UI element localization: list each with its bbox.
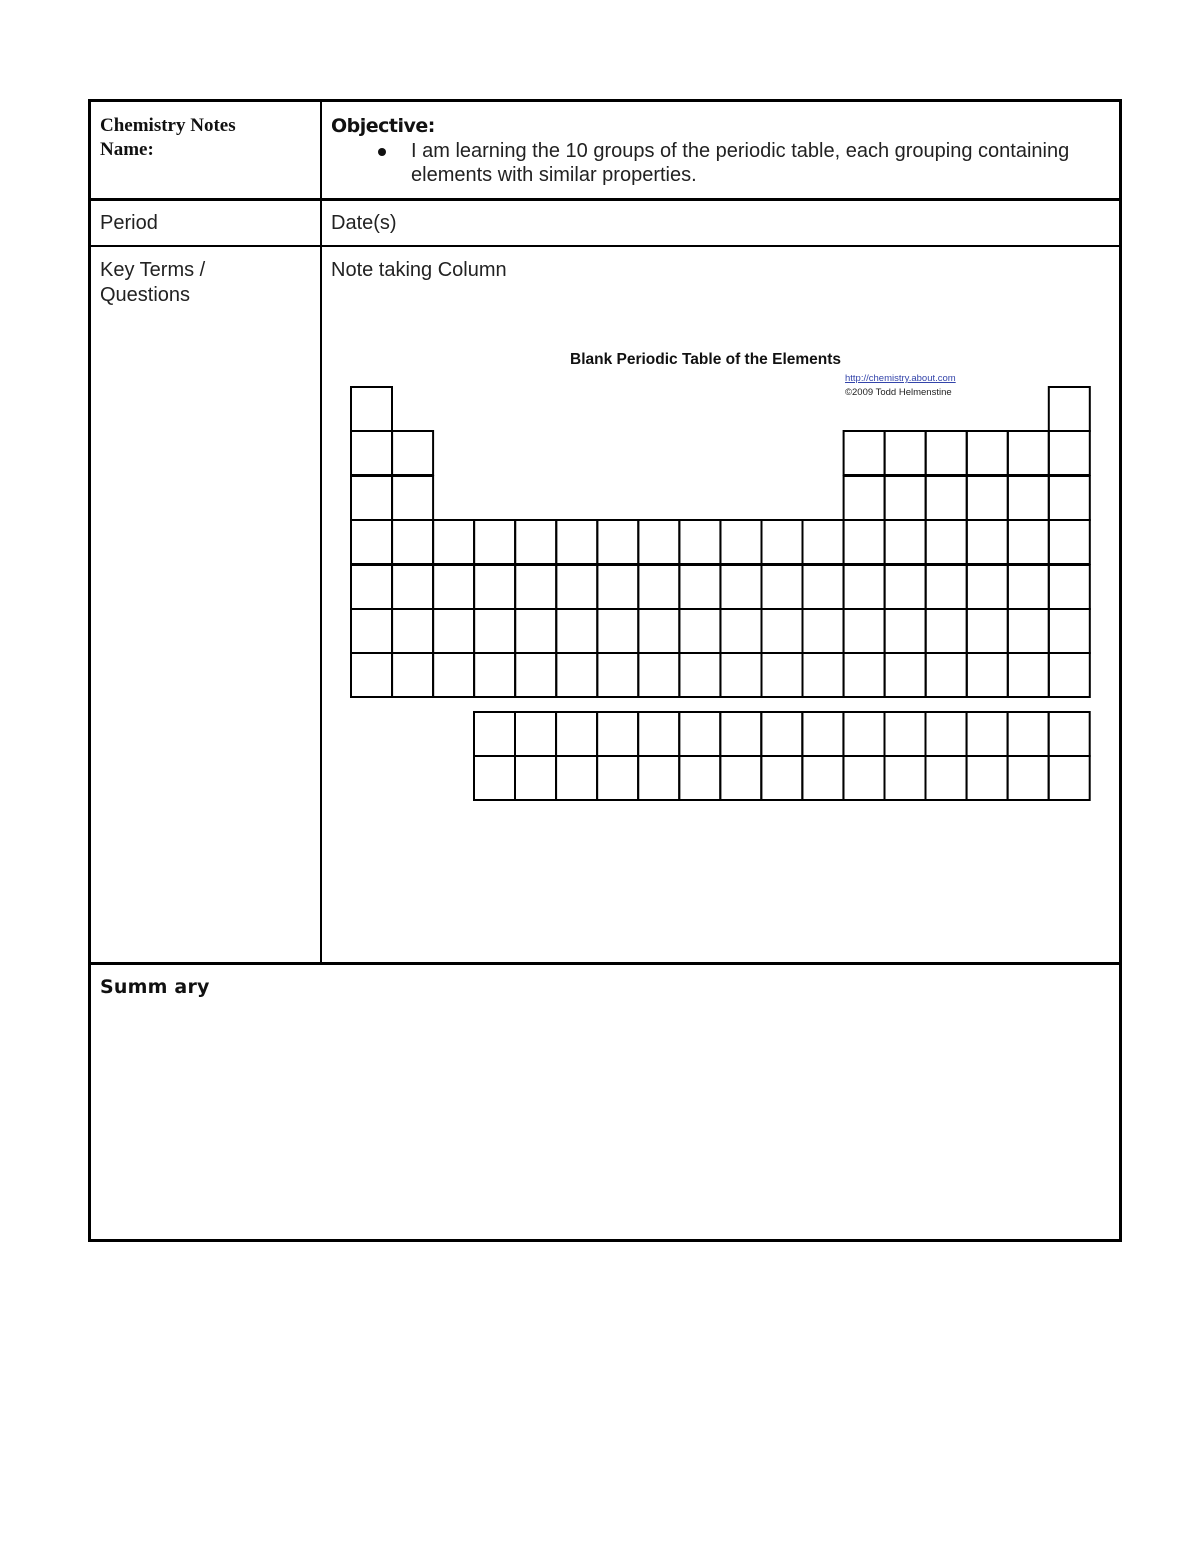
element-cell xyxy=(679,520,720,564)
element-cell xyxy=(515,756,556,800)
element-cell xyxy=(926,653,967,697)
element-cell xyxy=(433,653,474,697)
element-cell xyxy=(392,476,433,520)
element-cell xyxy=(885,476,926,520)
element-cell xyxy=(679,609,720,653)
element-cell xyxy=(967,609,1008,653)
element-cell xyxy=(392,520,433,564)
element-cell xyxy=(1049,653,1090,697)
element-cell xyxy=(926,609,967,653)
element-cell xyxy=(597,756,638,800)
element-cell xyxy=(392,565,433,609)
element-cell xyxy=(1008,565,1049,609)
element-cell xyxy=(926,756,967,800)
element-cell xyxy=(885,712,926,756)
element-cell xyxy=(638,712,679,756)
element-cell xyxy=(885,520,926,564)
element-cell xyxy=(556,565,597,609)
element-cell xyxy=(844,520,885,564)
element-cell xyxy=(1049,476,1090,520)
element-cell xyxy=(638,756,679,800)
element-cell xyxy=(556,609,597,653)
element-cell xyxy=(844,756,885,800)
element-cell xyxy=(721,653,762,697)
element-cell xyxy=(967,520,1008,564)
element-cell xyxy=(967,653,1008,697)
element-cell xyxy=(803,520,844,564)
period-label: Period xyxy=(100,212,158,234)
element-cell xyxy=(679,565,720,609)
element-cell xyxy=(392,431,433,475)
element-cell xyxy=(474,520,515,564)
periodic-table-copyright: ©2009 Todd Helmenstine xyxy=(845,387,952,398)
element-cell xyxy=(1008,476,1049,520)
element-cell xyxy=(926,520,967,564)
element-cell xyxy=(597,712,638,756)
element-cell xyxy=(885,609,926,653)
element-cell xyxy=(597,565,638,609)
element-cell xyxy=(1049,520,1090,564)
element-cell xyxy=(515,565,556,609)
element-cell xyxy=(885,565,926,609)
element-cell xyxy=(803,653,844,697)
element-cell xyxy=(474,712,515,756)
element-cell xyxy=(638,609,679,653)
element-cell xyxy=(802,712,843,756)
element-cell xyxy=(926,476,967,520)
element-cell xyxy=(474,565,515,609)
element-cell xyxy=(721,609,762,653)
element-cell xyxy=(720,756,761,800)
periodic-table-title: Blank Periodic Table of the Elements xyxy=(570,351,842,368)
element-cell xyxy=(597,653,638,697)
element-cell xyxy=(721,565,762,609)
element-cell xyxy=(433,609,474,653)
element-cell xyxy=(885,756,926,800)
element-cell xyxy=(844,653,885,697)
element-cell xyxy=(1008,653,1049,697)
element-cell xyxy=(762,565,803,609)
element-cell xyxy=(926,565,967,609)
element-cell xyxy=(679,712,720,756)
element-cell xyxy=(638,653,679,697)
element-cell xyxy=(597,520,638,564)
element-cell xyxy=(885,653,926,697)
element-cell xyxy=(844,712,885,756)
objective-title: Objective: xyxy=(331,115,435,137)
element-cell xyxy=(844,476,885,520)
element-cell xyxy=(721,520,762,564)
element-cell xyxy=(1049,712,1090,756)
summary-label: Summ ary xyxy=(100,976,210,998)
element-cell xyxy=(1049,565,1090,609)
element-cell xyxy=(1008,756,1049,800)
element-cell xyxy=(351,565,392,609)
element-cell xyxy=(638,565,679,609)
element-cell xyxy=(515,609,556,653)
element-cell xyxy=(556,712,597,756)
element-cell xyxy=(351,653,392,697)
element-cell xyxy=(351,387,392,431)
element-cell xyxy=(556,653,597,697)
element-cell xyxy=(556,520,597,564)
element-cell xyxy=(967,431,1008,475)
element-cell xyxy=(762,609,803,653)
element-cell xyxy=(351,609,392,653)
element-cell xyxy=(844,565,885,609)
element-cell xyxy=(679,653,720,697)
key-terms-label: Key Terms / Questions xyxy=(100,259,206,306)
element-cell xyxy=(720,712,761,756)
element-cell xyxy=(474,756,515,800)
periodic-table-link[interactable]: http://chemistry.about.com xyxy=(845,373,956,384)
course-title: Chemistry Notes xyxy=(100,115,236,136)
element-cell xyxy=(803,609,844,653)
element-cell xyxy=(761,712,802,756)
element-cell xyxy=(844,609,885,653)
element-cell xyxy=(515,520,556,564)
note-taking-label: Note taking Column xyxy=(331,259,507,281)
element-cell xyxy=(967,756,1008,800)
element-cell xyxy=(761,756,802,800)
name-label: Name: xyxy=(100,139,154,160)
element-cell xyxy=(556,756,597,800)
element-cell xyxy=(392,653,433,697)
element-cell xyxy=(597,609,638,653)
dates-label: Date(s) xyxy=(331,212,397,234)
element-cell xyxy=(1008,520,1049,564)
element-cell xyxy=(1049,609,1090,653)
element-cell xyxy=(638,520,679,564)
element-cell xyxy=(1008,609,1049,653)
element-cell xyxy=(433,565,474,609)
element-cell xyxy=(351,431,392,475)
element-cell xyxy=(762,653,803,697)
element-cell xyxy=(351,476,392,520)
element-cell xyxy=(967,476,1008,520)
element-cell xyxy=(967,712,1008,756)
element-cell xyxy=(1049,387,1090,431)
element-cell xyxy=(803,565,844,609)
element-cell xyxy=(762,520,803,564)
element-cell xyxy=(885,431,926,475)
element-cell xyxy=(474,609,515,653)
objective-item-text: I am learning the 10 groups of the periodic table, each grouping containing elements with similar properties. xyxy=(411,140,1070,186)
periodic-table-grid xyxy=(351,387,1090,800)
element-cell xyxy=(802,756,843,800)
element-cell xyxy=(515,712,556,756)
element-cell xyxy=(967,565,1008,609)
element-cell xyxy=(679,756,720,800)
element-cell xyxy=(351,520,392,564)
element-cell xyxy=(474,653,515,697)
element-cell xyxy=(926,431,967,475)
element-cell xyxy=(1008,712,1049,756)
element-cell xyxy=(1049,431,1090,475)
element-cell xyxy=(1049,756,1090,800)
element-cell xyxy=(844,431,885,475)
element-cell xyxy=(926,712,967,756)
element-cell xyxy=(392,609,433,653)
element-cell xyxy=(1008,431,1049,475)
element-cell xyxy=(515,653,556,697)
element-cell xyxy=(433,520,474,564)
